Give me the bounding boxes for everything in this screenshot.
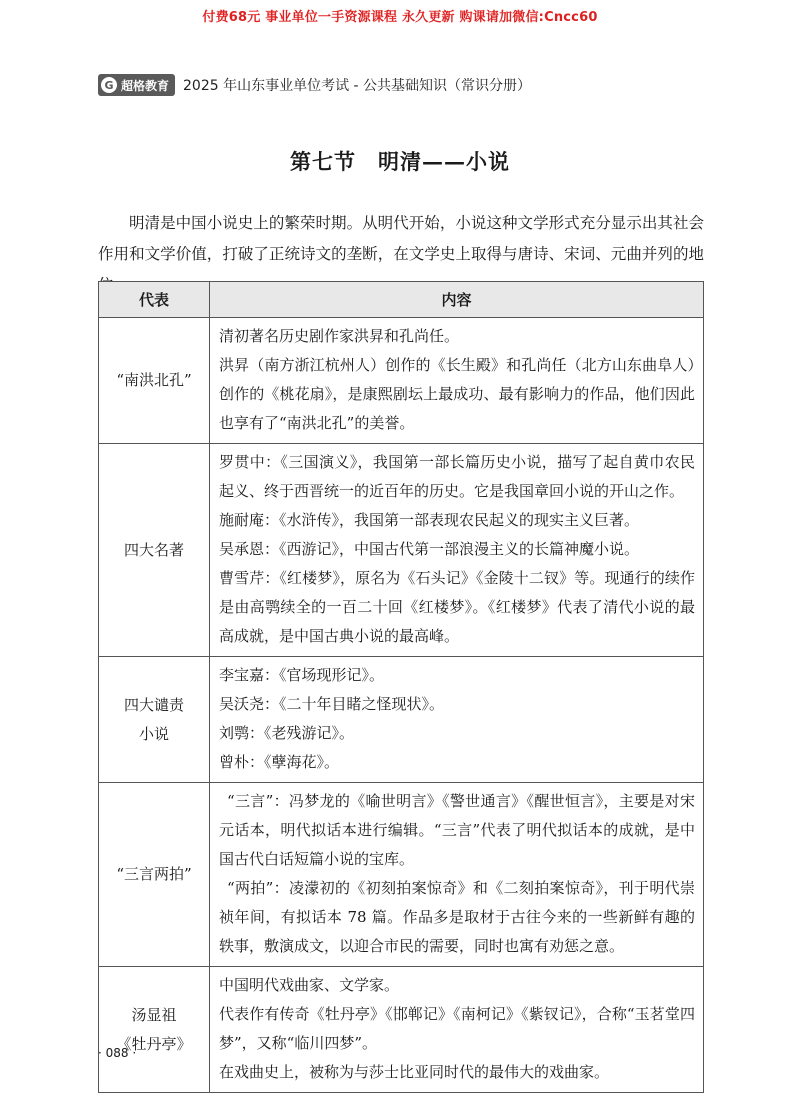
logo-text: 超格教育	[121, 78, 170, 93]
table-row	[99, 318, 704, 444]
table-header-row	[99, 282, 704, 318]
content-line: 李宝嘉：《官场现形记》。	[219, 666, 385, 684]
brand-logo	[98, 74, 175, 96]
table-row	[99, 967, 704, 1093]
section-title: 第七节 明清——小说	[290, 149, 510, 174]
table-row	[99, 657, 704, 783]
content-line: 中国明代戏曲家、文学家。	[219, 976, 400, 994]
page-header	[98, 74, 531, 96]
rep-line: “南洪北孔”	[116, 371, 192, 389]
content-line: 在戏曲史上，被称为与莎士比亚同时代的最伟大的戏曲家。	[219, 1063, 610, 1081]
row-rep	[99, 318, 210, 444]
row-content	[210, 444, 704, 657]
content-line: 代表作有传奇《牡丹亭》《邯郸记》《南柯记》《紫钗记》，合称“玉茗堂四梦”，又称“临川四梦”。	[219, 1005, 695, 1052]
promo-banner: 付费68元 事业单位一手资源课程 永久更新 购课请加微信:Cncc60	[202, 10, 598, 25]
content-line: 曹雪芹：《红楼梦》，原名为《石头记》《金陵十二钗》等。现通行的续作是由高鹗续全的一百二十回《红楼梦》。《红楼梦》代表了清代小说的最高成就，是中国古典小说的最高峰。	[219, 569, 695, 645]
row-content	[210, 657, 704, 783]
content-line: 吴承恩：《西游记》，中国古代第一部浪漫主义的长篇神魔小说。	[219, 540, 640, 558]
content-line: 清初著名历史剧作家洪昇和孔尚任。	[219, 327, 460, 345]
row-content	[210, 318, 704, 444]
row-content	[210, 783, 704, 967]
column-header-content: 内容	[210, 282, 704, 318]
rep-line: 四大谴责	[123, 695, 184, 714]
content-line: “两拍”：凌濛初的《初刻拍案惊奇》和《二刻拍案惊奇》，刊于明代崇祯年间，有拟话本 78 篇。作品多是取材于古往今来的一些新鲜有趣的轶事，敷演成文，以迎合市民的需要，同时也寓有劝惩之意。	[219, 879, 695, 955]
column-header-rep: 代表	[99, 282, 210, 318]
content-line: 曾朴：《孽海花》。	[219, 753, 340, 771]
content-line: 洪昇（南方浙江杭州人）创作的《长生殿》和孔尚任（北方山东曲阜人）创作的《桃花扇》，是康熙剧坛上最成功、最有影响力的作品，他们因此也享有了“南洪北孔”的美誉。	[219, 356, 695, 432]
literature-table	[98, 281, 704, 1093]
content-line: 罗贯中：《三国演义》，我国第一部长篇历史小说，描写了起自黄巾农民起义、终于西晋统一的近百年的历史。它是我国章回小说的开山之作。	[219, 453, 695, 500]
content-line: “三言”：冯梦龙的《喻世明言》《警世通言》《醒世恒言》，主要是对宋元话本，明代拟话本进行编辑。“三言”代表了明代拟话本的成就，是中国古代白话短篇小说的宝库。	[219, 792, 695, 868]
row-rep	[99, 783, 210, 967]
row-rep	[99, 444, 210, 657]
rep-line: 小说	[138, 724, 169, 743]
rep-line: 《牡丹亭》	[116, 1034, 192, 1053]
row-content	[210, 967, 704, 1093]
row-rep	[99, 967, 210, 1093]
intro-paragraph: 明清是中国小说史上的繁荣时期。从明代开始，小说这种文学形式充分显示出其社会作用和文学价值，打破了正统诗文的垄断，在文学史上取得与唐诗、宋词、元曲并列的地	[98, 214, 704, 263]
page-number: · 088 ·	[98, 1046, 137, 1060]
content-line: 施耐庵：《水浒传》，我国第一部表现农民起义的现实主义巨著。	[219, 511, 640, 529]
content-line: 吴沃尧：《二十年目睹之怪现状》。	[219, 695, 445, 713]
header-title: 2025 年山东事业单位考试 - 公共基础知识（常识分册）	[183, 78, 532, 94]
table-row	[99, 783, 704, 967]
rep-line: 四大名著	[123, 540, 184, 559]
content-line: 刘鹗：《老残游记》。	[219, 724, 355, 742]
table-row	[99, 444, 704, 657]
row-rep	[99, 657, 210, 783]
rep-line: 汤显祖	[131, 1005, 177, 1024]
rep-line: “三言两拍”	[116, 865, 192, 883]
logo-mark-icon: G	[101, 77, 117, 93]
